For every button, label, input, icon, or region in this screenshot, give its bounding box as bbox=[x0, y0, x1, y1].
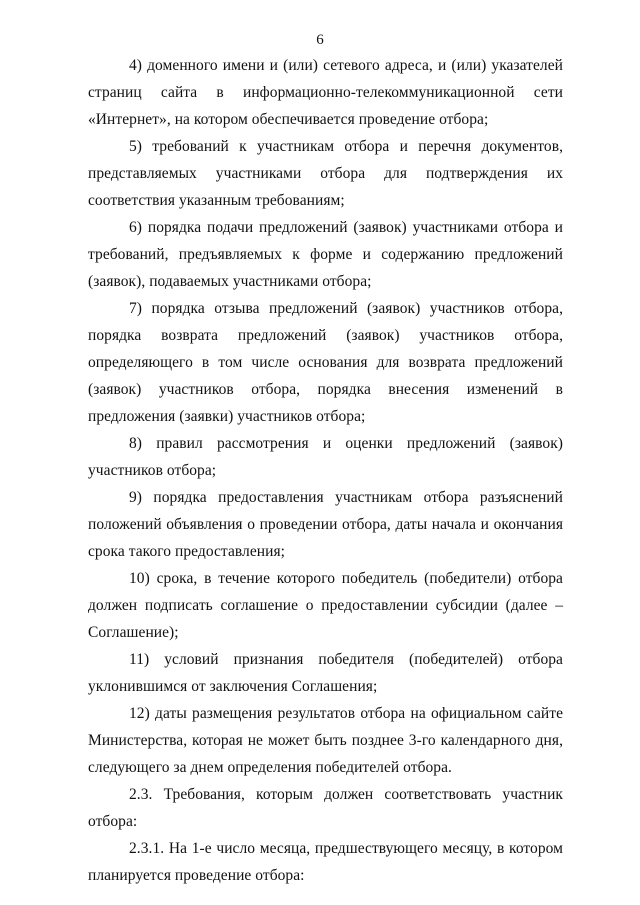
paragraph-item-4: 4) доменного имени и (или) сетевого адреса, и (или) указателей страниц сайта в информационно-телекоммуникационной сети «Интернет», на котором обеспечивается проведение отбора; bbox=[88, 57, 563, 128]
paragraph-item-11: 11) условий признания победителя (победителей) отбора уклонившимся от заключения Соглашения; bbox=[88, 651, 563, 695]
page-number: 6 bbox=[316, 32, 324, 48]
paragraph-item-6: 6) порядка подачи предложений (заявок) участниками отбора и требований, предъявляемых к форме и содержанию предложений (заявок), подаваемых участниками отбора; bbox=[88, 219, 563, 290]
paragraph-item-5: 5) требований к участникам отбора и перечня документов, представляемых участниками отбора для подтверждения их соответствия указанным требованиям; bbox=[88, 138, 563, 209]
section-2-3-1-paragraph: 2.3.1. На 1-е число месяца, предшествующего месяцу, в котором планируется проведение отбора: bbox=[88, 840, 563, 884]
paragraph-item-9: 9) порядка предоставления участникам отбора разъяснений положений объявления о проведении отбора, даты начала и окончания срока такого предоставления; bbox=[88, 489, 563, 560]
document-body bbox=[88, 52, 563, 889]
paragraph-item-8: 8) правил рассмотрения и оценки предложений (заявок) участников отбора; bbox=[88, 435, 563, 479]
section-2-3-heading: 2.3. Требования, которым должен соответствовать участник отбора: bbox=[88, 786, 563, 830]
paragraph-item-12: 12) даты размещения результатов отбора на официальном сайте Министерства, которая не может быть позднее 3-го календарного дня, следующего за днем определения победителей отбора. bbox=[88, 705, 563, 776]
paragraph-item-7: 7) порядка отзыва предложений (заявок) участников отбора, порядка возврата предложений (заявок) участников отбора, определяющего в том числе основания для возврата предложений (заявок) участников отбора, порядка внесения изменений в предложения (заявки) участников отбора; bbox=[88, 300, 563, 425]
paragraph-item-10: 10) срока, в течение которого победитель (победители) отбора должен подписать соглашение о предоставлении субсидии (далее – Соглашение); bbox=[88, 570, 563, 641]
